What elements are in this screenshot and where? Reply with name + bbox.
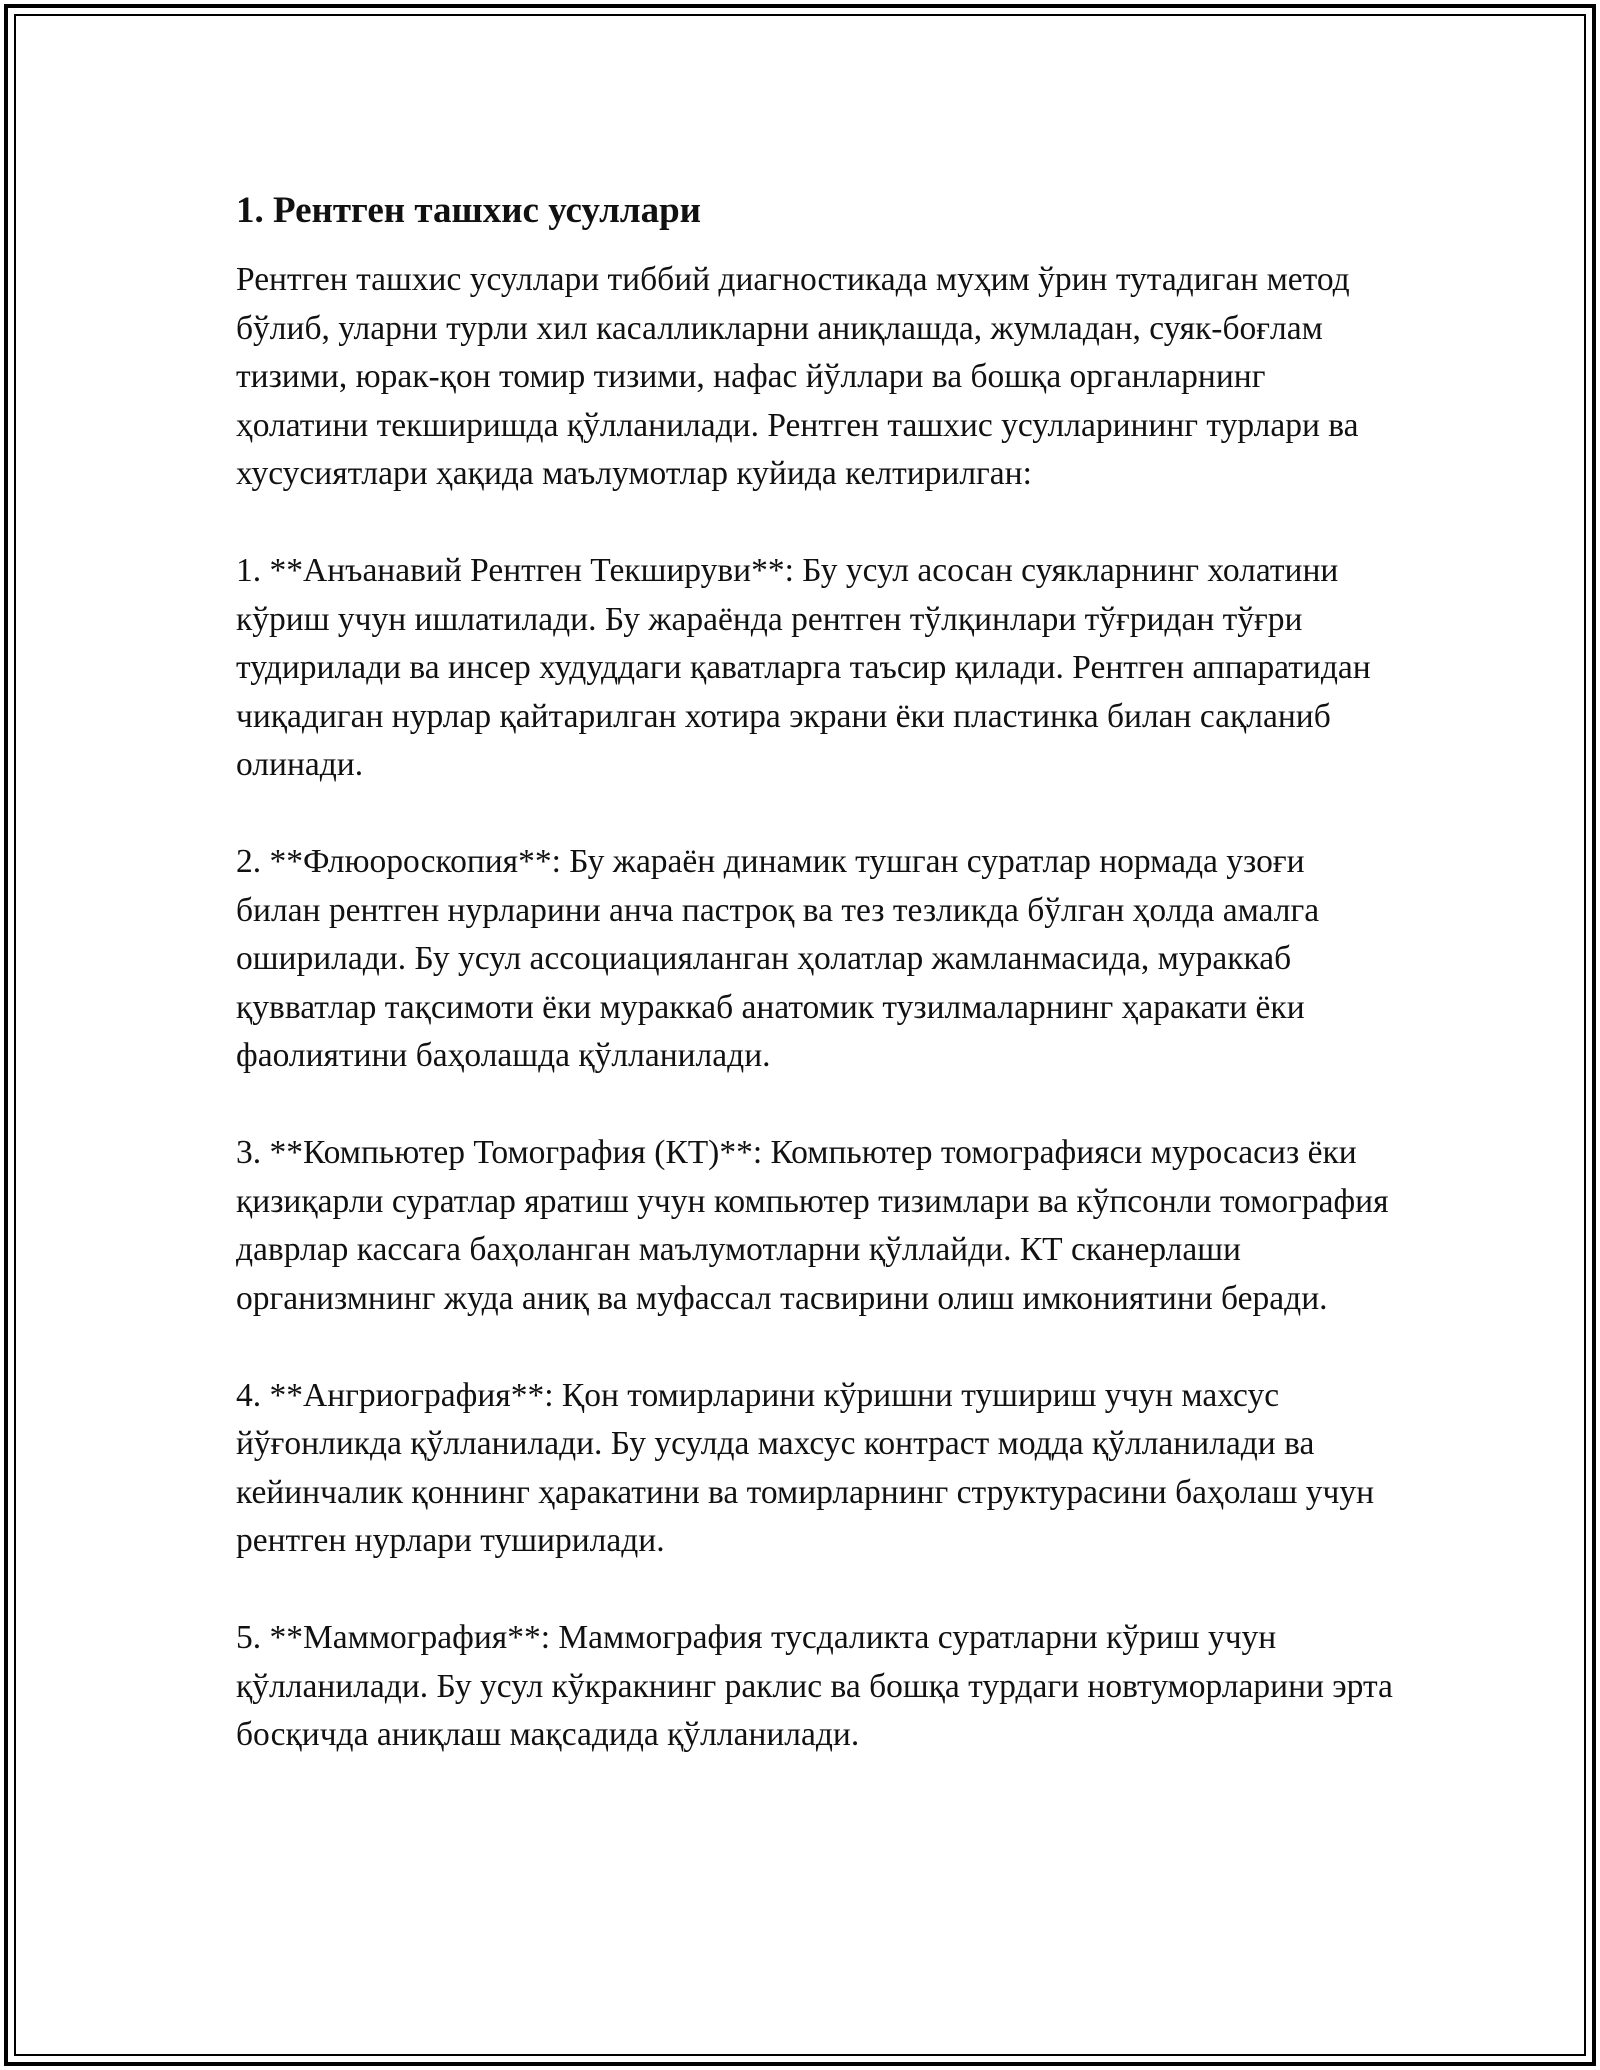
intro-paragraph: Рентген ташхис усуллари тиббий диагностикада муҳим ўрин тутадиган метод бўлиб, уларни турли хил касалликларни аниқлашда, жумладан, суяк-боғлам тизими, юрак-қон томир тизими, нафас йўллари ва бошқа органларнинг ҳолатини текширишда қўлланилади. Рентген ташхис усулларининг турлари ва хусусиятлари ҳақида маълумотлар куйида келтирилган:	[236, 261, 1359, 492]
document-page	[236, 186, 1396, 1760]
section-title: 1. Рентген ташхис усуллари	[236, 190, 701, 231]
list-item-conventional-xray: 1. **Анъанавий Рентген Текшируви**: Бу усул асосан суякларнинг холатини кўриш учун ишлатилади. Бу жараёнда рентген тўлқинлари тўғридан тўғри тудирилади ва инсер худуддаги қаватларга таъсир қилади. Рентген аппаратидан чиқадиган нурлар қайтарилган хотира экрани ёки пластинка билан сақланиб олинади.	[236, 552, 1371, 783]
list-item-computed-tomography: 3. **Компьютер Томография (КТ)**: Компьютер томографияси муросасиз ёки қизиқарли суратлар яратиш учун компьютер тизимлари ва кўпсонли томография даврлар кассага баҳоланган маълумотларни қўллайди. КТ сканерлаши организмнинг жуда аниқ ва муфассал тасвирини олиш имкониятини беради.	[236, 1134, 1389, 1317]
list-item-fluoroscopy: 2. **Флюороскопия**: Бу жараён динамик тушган суратлар нормада узоғи билан рентген нурларини анча пастроқ ва тез тезликда бўлган ҳолда амалга оширилади. Бу усул ассоциацияланган ҳолатлар жамланмасида, мураккаб қувватлар тақсимоти ёки мураккаб анатомик тузилмаларнинг ҳаракати ёки фаолиятини баҳолашда қўлланилади.	[236, 843, 1320, 1074]
list-item-mammography: 5. **Маммография**: Маммография тусдаликта суратларни кўриш учун қўлланилади. Бу усул кўкракнинг раклис ва бошқа турдаги новтуморларини эрта босқичда аниқлаш мақсадида қўлланилади.	[236, 1619, 1393, 1753]
list-item-angiography: 4. **Ангриография**: Қон томирларини кўришни тушириш учун махсус йўғонликда қўлланилади. Бу усулда махсус контраст модда қўлланилади ва кейинчалик қоннинг ҳаракатини ва томирларнинг структурасини баҳолаш учун рентген нурлари туширилади.	[236, 1376, 1375, 1559]
